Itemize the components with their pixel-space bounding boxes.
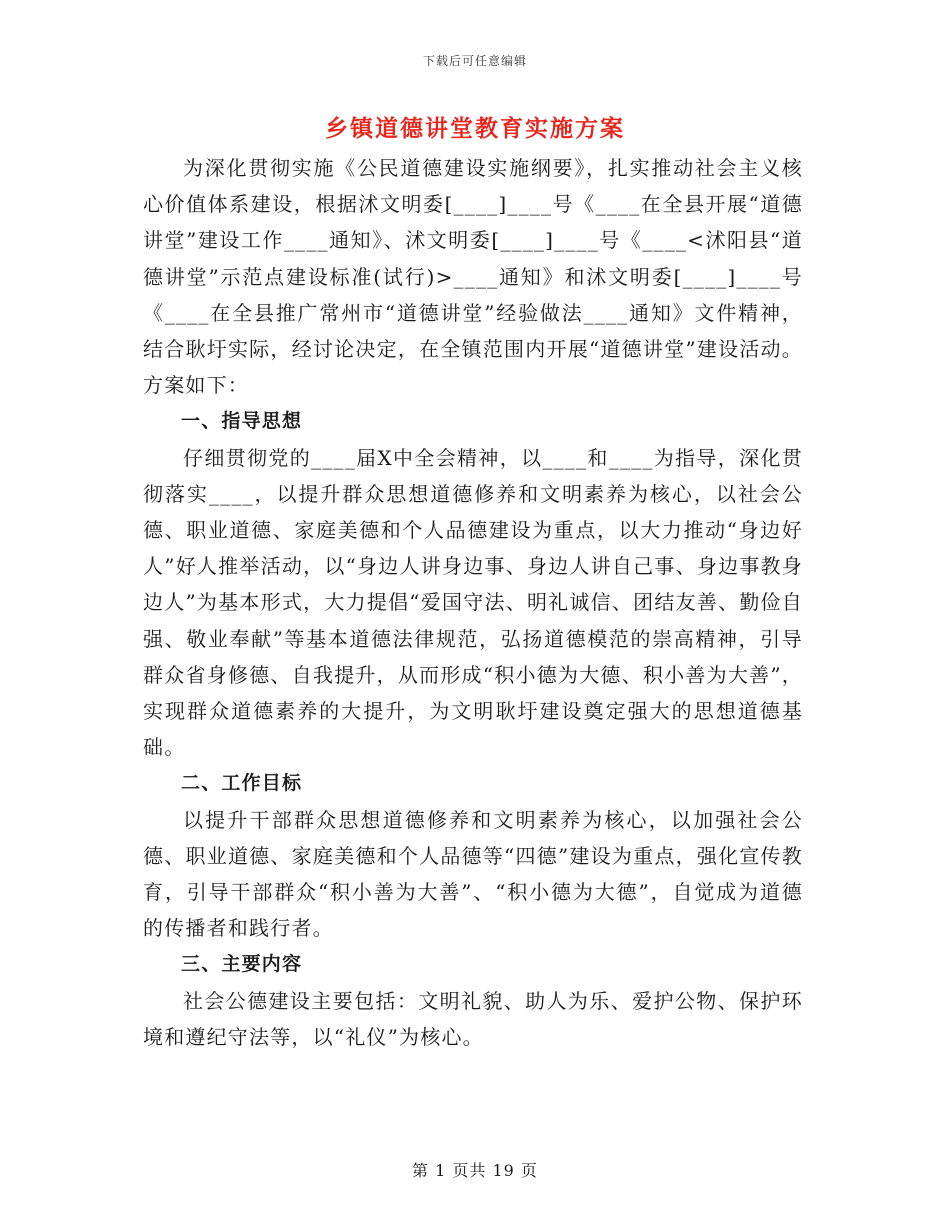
section-heading-work-goals: 二、工作目标	[181, 772, 303, 795]
section-body-work-goals: 以提升干部群众思想道德修养和文明素养为核心，以加强社会公德、职业道德、家庭美德和个人品德等“四德”建设为重点，强化宣传教育，引导干部群众“积小善为大善”、“积小德为大德”，自觉成为道德的传播者和践行者。	[143, 807, 803, 941]
section-body-main-content: 社会公德建设主要包括：文明礼貌、助人为乐、爱护公物、保护环境和遵纪守法等，以“礼仪”为核心。	[143, 988, 803, 1049]
intro-paragraph: 为深化贯彻实施《公民道德建设实施纲要》，扎实推动社会主义核心价值体系建设，根据沭文明委[____]____号《____在全县开展“道德讲堂”建设工作____通知》、沭文明委[____]____号《____<沭阳县“道德讲堂”示范点建设标准(试行)>____通知》和沭文明委[____]____号《____在全县推广常州市“道德讲堂”经验做法____通知》文件精神，结合耿圩实际，经讨论决定，在全镇范围内开展“道德讲堂”建设活动。方案如下：	[143, 156, 803, 398]
section-body-guiding-ideology: 仔细贯彻党的____届X中全会精神，以____和____为指导，深化贯彻落实____，以提升群众思想道德修养和文明素养为核心，以社会公德、职业道德、家庭美德和个人品德建设为重点，以大力推动“身边好人”好人推举活动，以“身边人讲身边事、身边人讲自己事、身边事教身边人”为基本形式，大力提倡“爱国守法、明礼诚信、团结友善、勤俭自强、敬业奉献”等基本道德法律规范，弘扬道德模范的崇高精神，引导群众省身修德、自我提升，从而形成“积小德为大德、积小善为大善”，实现群众道德素养的大提升，为文明耿圩建设奠定强大的思想道德基础。	[143, 445, 803, 760]
page-number-footer: 第 1 页共 19 页	[412, 1161, 538, 1180]
header-note: 下载后可任意编辑	[422, 54, 527, 68]
section-heading-main-content: 三、主要内容	[181, 953, 303, 976]
document-title: 乡镇道德讲堂教育实施方案	[325, 115, 625, 142]
document-body	[143, 150, 803, 1055]
section-heading-guiding-ideology: 一、指导思想	[181, 410, 303, 433]
